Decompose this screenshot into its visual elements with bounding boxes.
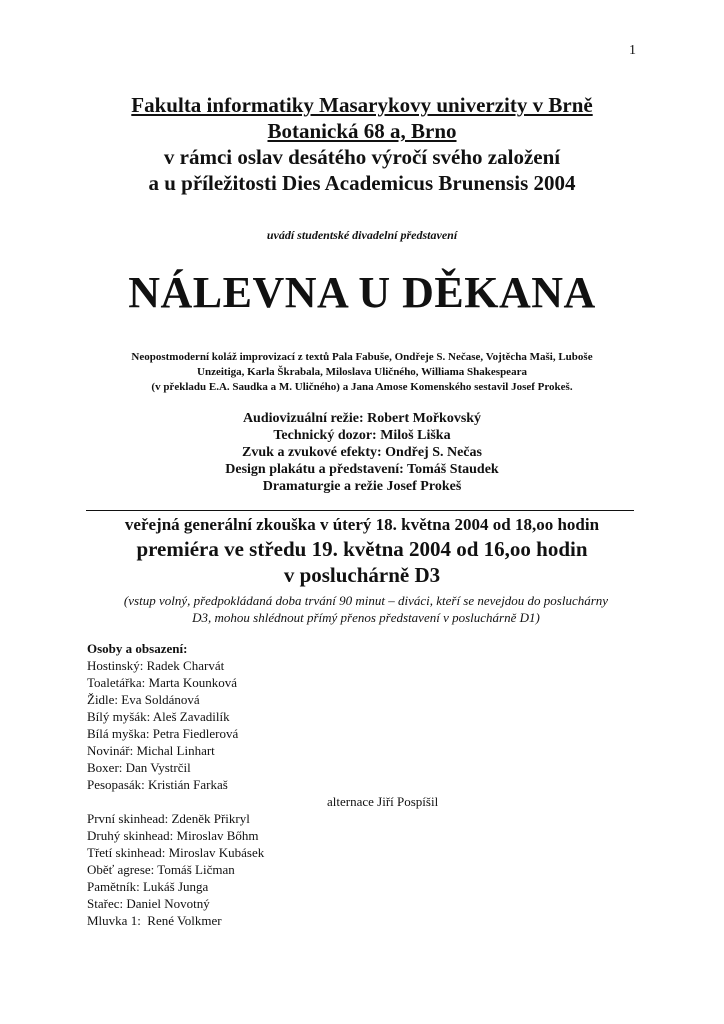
cast-item: Bílý myšák: Aleš Zavadilík: [87, 709, 230, 724]
description-line: (v překladu E.A. Saudka a M. Uličného) a Jana Amose Komenského sestavil Josef Prokeš.: [151, 381, 573, 393]
description-line: Unzeitiga, Karla Škrabala, Miloslava Uličného, Williama Shakespeara: [197, 366, 527, 378]
credit-item: Dramaturgie a režie Josef Prokeš: [262, 479, 462, 494]
cast-item: Druhý skinhead: Miroslav Bőhm: [87, 828, 259, 843]
play-description: [100, 350, 624, 395]
cast-item: Stařec: Daniel Novotný: [87, 896, 210, 911]
cast-item: Pamětník: Lukáš Junga: [87, 879, 209, 894]
credits-list: [0, 410, 724, 495]
occasion-line: a u příležitosti Dies Academicus Brunensis 2004: [148, 171, 576, 195]
intro-text: uvádí studentské divadelní představení: [266, 228, 458, 242]
note-line: D3, mohou shlédnout přímý přenos představení v posluchárně D1): [192, 610, 540, 625]
credit-item: Audiovizuální režie: Robert Mořkovský: [242, 411, 482, 426]
cast-list: [87, 640, 647, 929]
faculty-address: Botanická 68 a, Brno: [267, 119, 457, 143]
credit-item: Technický dozor: Miloš Liška: [273, 428, 451, 443]
page-number: 1: [629, 43, 636, 58]
cast-item: Mluvka 1: René Volkmer: [87, 913, 222, 928]
cast-alternate: alternace Jiří Pospíšil: [327, 794, 439, 809]
rehearsal-date: veřejná generální zkouška v úterý 18. května 2004 od 18,oo hodin: [124, 515, 600, 534]
cast-item: Novinář: Michal Linhart: [87, 743, 215, 758]
admission-note: [86, 592, 646, 626]
note-line: (vstup volný, předpokládaná doba trvání 90 minut – diváci, kteří se nevejdou do posluchárny: [123, 593, 609, 608]
cast-item: Boxer: Dan Vystrčil: [87, 760, 191, 775]
header-block: [0, 92, 724, 196]
cast-item: Třetí skinhead: Miroslav Kubásek: [87, 845, 265, 860]
divider: [86, 510, 634, 511]
anniversary-line: v rámci oslav desátého výročí svého založení: [163, 145, 561, 169]
credit-item: Design plakátu a představení: Tomáš Staudek: [225, 462, 499, 477]
cast-item: První skinhead: Zdeněk Přikryl: [87, 811, 250, 826]
cast-item: Hostinský: Radek Charvát: [87, 658, 225, 673]
dates-block: [0, 514, 724, 588]
cast-item: Židle: Eva Soldánová: [87, 692, 200, 707]
premiere-date: premiéra ve středu 19. května 2004 od 16,oo hodin: [136, 537, 588, 561]
cast-item: Bílá myška: Petra Fiedlerová: [87, 726, 239, 741]
cast-heading: Osoby a obsazení:: [87, 641, 188, 656]
venue: v posluchárně D3: [283, 563, 441, 587]
cast-item: Toaletářka: Marta Kounková: [87, 675, 237, 690]
cast-item: Oběť agrese: Tomáš Ličman: [87, 862, 235, 877]
credit-item: Zvuk a zvukové efekty: Ondřej S. Nečas: [242, 445, 482, 460]
description-line: Neopostmoderní koláž improvizací z textů Pala Fabuše, Ondřeje S. Nečase, Vojtěcha Maši, Luboše: [131, 351, 593, 363]
cast-item: Pesopasák: Kristián Farkaš: [87, 777, 228, 792]
faculty-name: Fakulta informatiky Masarykovy univerzity v Brně: [131, 93, 593, 117]
play-title: NÁLEVNA U DĚKANA: [128, 268, 596, 317]
